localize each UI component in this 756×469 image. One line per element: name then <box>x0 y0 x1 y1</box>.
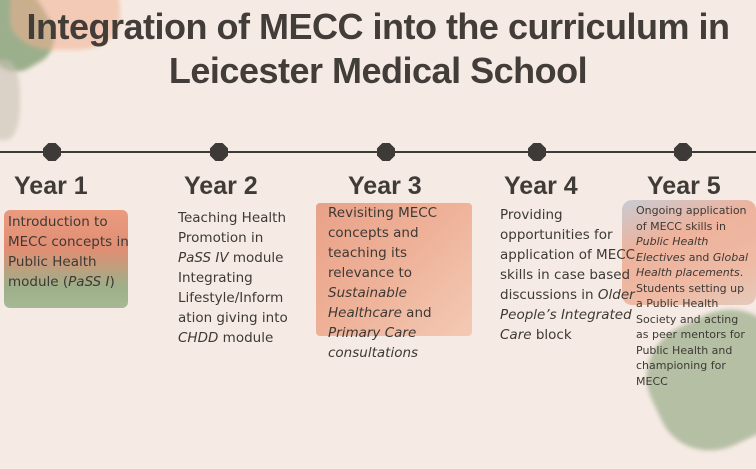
year-2-description-part: module Integrating Lifestyle/Inform ation giving into <box>178 250 288 326</box>
year-2-description <box>178 208 296 348</box>
year-3-description-part: Sustainable Healthcare <box>328 285 407 321</box>
year-1-description-part: ) <box>109 274 115 290</box>
year-2-description-part: CHDD <box>178 330 219 346</box>
timeline-node-year-4 <box>528 143 546 161</box>
year-2-description-part: PaSS IV <box>178 250 229 266</box>
year-4-description-part: block <box>531 327 572 343</box>
year-3-description-part: and <box>401 305 432 321</box>
year-5-description-part: Global Health placements <box>636 250 748 279</box>
year-4-description-part: Providing opportunities for application of MECC skills in case based discussions in <box>500 207 636 303</box>
timeline-node-year-3 <box>377 143 395 161</box>
year-1-heading: Year 1 <box>14 172 88 200</box>
year-4-description-part: Older People’s Integrated Care <box>500 287 635 343</box>
year-3-description-part: Revisiting MECC concepts and teaching its relevance to <box>328 205 438 281</box>
timeline-node-year-2 <box>210 143 228 161</box>
year-2-description-part: Teaching Health Promotion in <box>178 210 287 246</box>
year-4-heading: Year 4 <box>504 172 578 200</box>
year-5-description-part: . Students setting up a Public Health Society and acting as peer mentors for Public Health and championing for MECC <box>636 266 745 388</box>
timeline-node-year-1 <box>43 143 61 161</box>
year-4-description <box>500 205 640 345</box>
year-1-description-part: Introduction to MECC concepts in Public Health module ( <box>8 214 129 290</box>
year-5-description-part: and <box>685 250 713 264</box>
year-2-description-part: module <box>218 330 274 346</box>
year-5-heading: Year 5 <box>647 172 721 200</box>
year-5-description <box>636 203 754 389</box>
year-1-description <box>8 212 132 292</box>
year-5-description-part: Public Health Electives <box>636 235 709 264</box>
year-1-description-part: PaSS I <box>68 274 110 290</box>
year-3-description <box>328 203 446 363</box>
year-3-description-part: Primary Care consultations <box>328 325 419 361</box>
year-3-heading: Year 3 <box>348 172 422 200</box>
year-5-description-part: Ongoing application of MECC skills in <box>636 204 747 233</box>
page-title-line-2: Leicester Medical School <box>168 50 588 91</box>
year-2-heading: Year 2 <box>184 172 258 200</box>
page-title-line-1: Integration of MECC into the curriculum in <box>26 6 730 47</box>
timeline-node-year-5 <box>674 143 692 161</box>
